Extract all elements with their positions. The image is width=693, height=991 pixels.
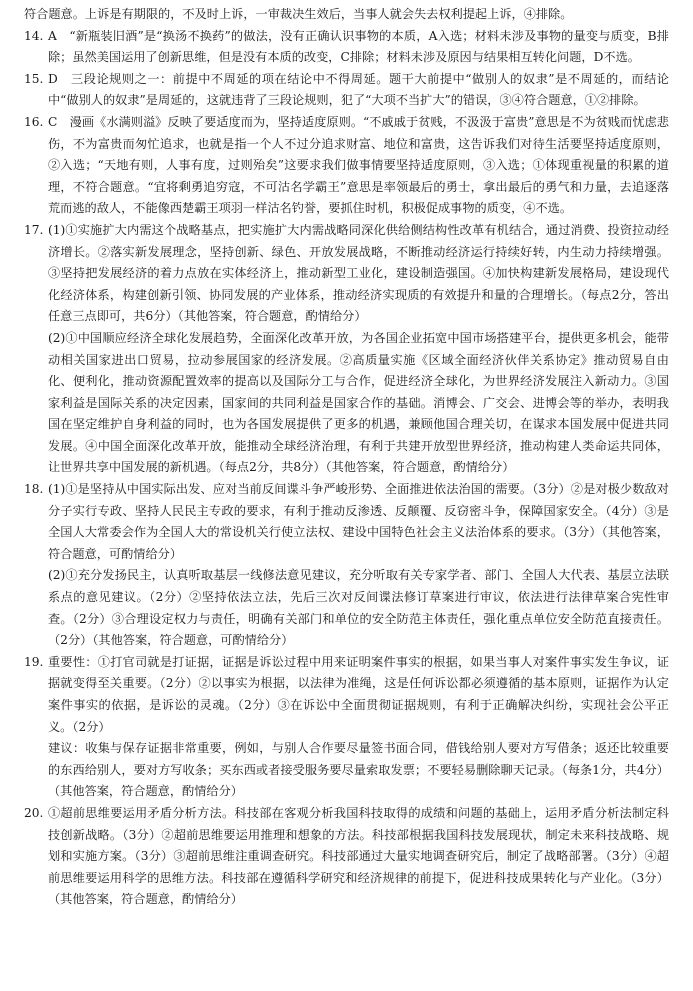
answer-text: C 漫画《水满则溢》反映了要适度而为，坚持适度原则。“不戚戚于贫贱，不汲汲于富贵”意思是不为贫贱而忧虑悲伤，不为富贵而匆忙追求，也就是指一个人不过分追求财富、地位和富贵，这告诉我们对待生活要坚持适度原则，②入选；“天地有则，人事有度，过则殆矣”这要求我们做事情要坚持适度原则，③入选；①体现重视量的积累的道理，不符合题意。“宜将剩勇追穷寇，不可沽名学霸王”意思是率领最后的勇士，拿出最后的勇气和力量，去追逐落荒而逃的敌人，不能像西楚霸王项羽一样沽名钓誉，要抓住时机，积极促成事物的质变，④不选。 xyxy=(48,114,669,216)
answer-text-part-1: (1)①实施扩大内需这个战略基点，把实施扩大内需战略同深化供给侧结构性改革有机结合，通过消费、投资拉动经济增长。②落实新发展理念，坚持创新、绿色、开放发展战略，不断推动经济运行持续好转，内生动力持续增强。③坚持把发展经济的着力点放在实体经济上，推动新型工业化，建设制造强国。④加快构建新发展格局，建设现代化经济体系，构建创新引领、协同发展的产业体系，推动经济实现质的有效提升和量的合理增长。（每点2分，答出任意三点即可，共6分）（其他答案，符合题意，酌情给分） xyxy=(48,222,669,324)
answer-number: 20. xyxy=(24,805,44,820)
intro-paragraph: 符合题意。上诉是有期限的，不及时上诉，一审裁决生效后，当事人就会失去权利提起上诉，④排除。 xyxy=(24,7,573,21)
answer-text-part-2: (2)①充分发扬民主，认真听取基层一线修法意见建议，充分听取有关专家学者、部门、全国人大代表、基层立法联系点的意见建议。（2分）②坚持依法立法，先后三次对反间谍法修订草案进行审议，依法进行法律草案合宪性审查。（2分）③合理设定权力与责任，明确有关部门和单位的安全防范主体责任，强化重点单位安全防范直接责任。（2分）（其他答案，符合题意，可酌情给分） xyxy=(48,568,669,648)
answer-text: ①超前思维要运用矛盾分析方法。科技部在客观分析我国科技取得的成绩和问题的基础上，运用矛盾分析法制定科技创新战略。（3分）②超前思维要运用推理和想象的方法。科技部根据我国科技发展现状，制定未来科技战略、规划和实施方案。（3分）③超前思维注重调查研究。科技部通过大量实地调查研究后，制定了战略部署。（3分）④超前思维要运用科学的思维方法。科技部在遵循科学研究和经济规律的前提下，促进科技成果转化与产业化。（3分）（其他答案，符合题意，酌情给分） xyxy=(48,805,669,907)
answer-20 xyxy=(24,803,669,911)
answer-text-importance: 重要性：①打官司就是打证据，证据是诉讼过程中用来证明案件事实的根据，如果当事人对案件事实发生争议，证据就变得至关重要。（2分）②以事实为根据，以法律为准绳，这是任何诉讼都必须遵循的基本原则，证据作为认定案件事实的依据，是诉讼的灵魂。（2分）③在诉讼中全面贯彻证据规则，有利于正确解决纠纷，实现社会公平正义。（2分） xyxy=(48,654,669,734)
answer-text-part-2: (2)①中国顺应经济全球化发展趋势，全面深化改革开放，为各国企业拓宽中国市场搭建平台，提供更多机会，能带动相关国家进出口贸易，拉动参展国家的经济发展。②高质量实施《区域全面经济伙伴关系协定》推动贸易自由化、便利化，推动资源配置效率的提高以及国际分工与合作，促进经济全球化，为世界经济发展注入新动力。③国家利益是国际关系的决定因素，国家间的共同利益是国家合作的基础。消博会、广交会、进博会等的举办，表明我国在坚定维护自身利益的同时，也为各国发展提供了更多的机遇，兼顾他国合理关切，在谋求本国发展中促进共同发展。④中国全面深化改革开放，能推动全球经济治理，有利于共建开放型世界经济，推动构建人类命运共同体，让世界共享中国发展的新机遇。（每点2分，共8分）（其他答案，符合题意，酌情给分） xyxy=(48,330,669,475)
answer-19 xyxy=(24,652,669,803)
answer-number: 15. xyxy=(24,71,44,86)
answer-16 xyxy=(24,112,669,220)
answer-text-suggestion: 建议：收集与保存证据非常重要，例如，与别人合作要尽量签书面合同，借钱给别人要对方写借条；返还比较重要的东西给别人，要对方写收条；买东西或者接受服务要尽量索取发票；不要轻易删除聊天记录。（每条1分，共4分）（其他答案，符合题意，酌情给分） xyxy=(48,741,669,799)
answer-number: 17. xyxy=(24,222,44,237)
answer-text-part-1: (1)①是坚持从中国实际出发、应对当前反间谍斗争严峻形势、全面推进依法治国的需要。（3分）②是对极少数敌对分子实行专政、坚持人民民主专政的要求，有利于推动反渗透、反颠覆、反窃密斗争，保障国家安全。（4分）③是全国人大常委会作为全国人大的常设机关行使立法权、建设中国特色社会主义法治体系的要求。（3分）（其他答案，符合题意，可酌情给分） xyxy=(48,482,669,561)
answer-17 xyxy=(24,220,669,479)
answer-number: 19. xyxy=(24,654,44,669)
answer-number: 18. xyxy=(24,482,44,497)
answer-text: A “新瓶装旧酒”是“换汤不换药”的做法，没有正确认识事物的本质，A入选；材料未涉及事物的量变与质变，B排除；虽然美国运用了创新思维，但是没有本质的改变，C排除；材料未涉及原因与结果相互转化问题，D不选。 xyxy=(48,28,669,65)
answer-number: 14. xyxy=(24,28,44,43)
answer-15 xyxy=(24,69,669,112)
answer-14 xyxy=(24,26,669,69)
answer-text: D 三段论规则之一：前提中不周延的项在结论中不得周延。题干大前提中“做别人的奴隶”是不周延的，而结论中“做别人的奴隶”是周延的，这就违背了三段论规则，犯了“大项不当扩大”的错误，③④符合题意，①②排除。 xyxy=(48,71,669,108)
answer-18 xyxy=(24,479,669,652)
answer-number: 16. xyxy=(24,114,44,129)
